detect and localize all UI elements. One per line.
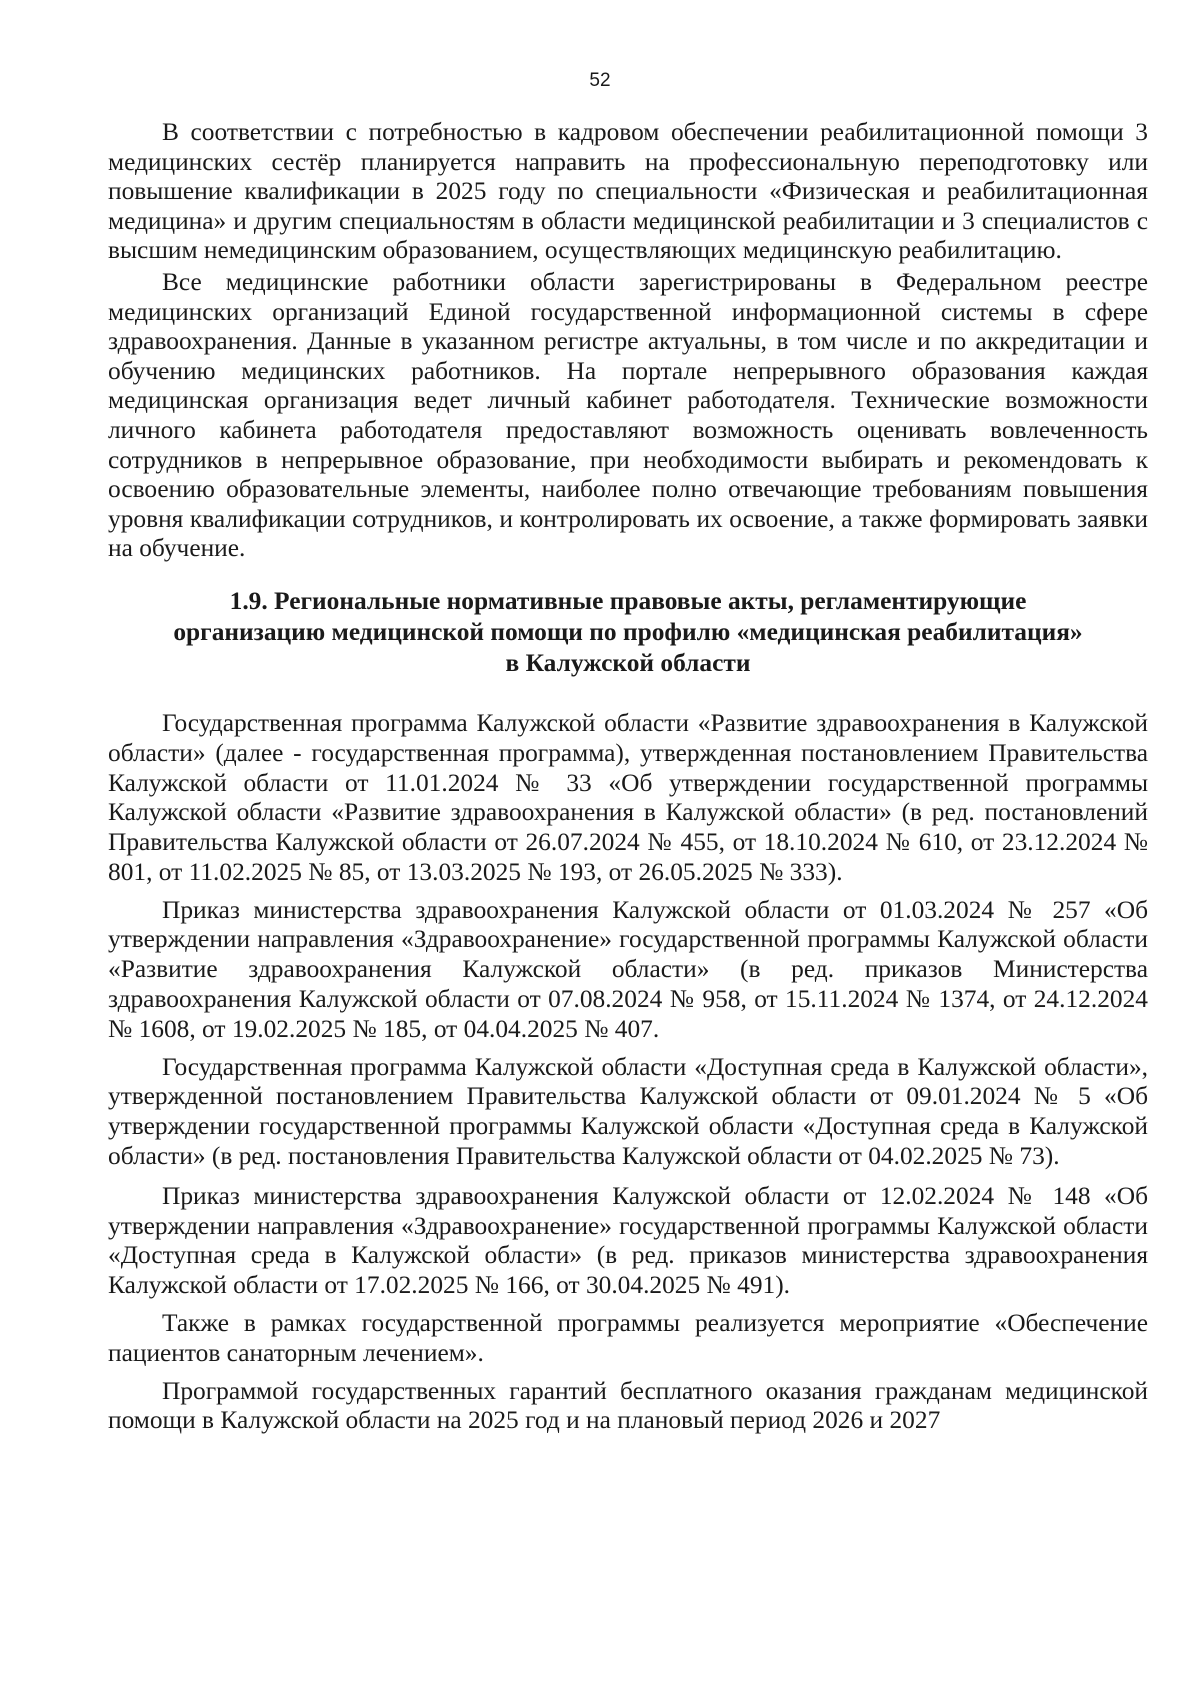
paragraph-state-program-accessible-env: Государственная программа Калужской области «Доступная среда в Калужской области», утвержденной постановлением Правительства Калужской области от 09.01.2024 № 5 «Об утверждении государственной программы Калужской области «Доступная среда в Калужской области» (в ред. постановления Правительства Калужской области от 04.02.2025 № 73). [108, 1052, 1148, 1171]
paragraph-rehab-staff-training: В соответствии с потребностью в кадровом обеспечении реабилитационной помощи 3 медицинских сестёр планируется направить на профессиональную переподготовку или повышение квалификации в 2025 году по специальности «Физическая и реабилитационная медицина» и другим специальностям в области медицинской реабилитации и 3 специалистов с высшим немедицинским образованием, осуществляющих медицинскую реабилитацию. [108, 118, 1148, 265]
section-heading-line: организацию медицинской помощи по профилю «медицинская реабилитация» [173, 617, 1083, 646]
section-heading-line: 1.9. Региональные нормативные правовые акты, регламентирующие [229, 586, 1027, 615]
paragraph-state-program-health: Государственная программа Калужской области «Развитие здравоохранения в Калужской области» (далее - государственная программа), утвержденная постановлением Правительства Калужской области от 11.01.2024 № 33 «Об утверждении государственной программы Калужской области «Развитие здравоохранения в Калужской области» (в ред. постановлений Правительства Калужской области от 26.07.2024 № 455, от 18.10.2024 № 610, от 23.12.2024 № 801, от 11.02.2025 № 85, от 13.03.2025 № 193, от 26.05.2025 № 333). [108, 708, 1148, 886]
paragraph-state-guarantees-program: Программой государственных гарантий бесплатного оказания гражданам медицинской помощи в Калужской области на 2025 год и на плановый период 2026 и 2027 [108, 1376, 1148, 1435]
page-number: 52 [589, 70, 611, 91]
document-body [108, 118, 1148, 1444]
section-heading [108, 586, 1148, 679]
section-body [108, 709, 1148, 1436]
section-heading-line: в Калужской области [505, 648, 751, 677]
paragraph-order-148: Приказ министерства здравоохранения Калужской области от 12.02.2024 № 148 «Об утверждении направления «Здравоохранение» государственной программы Калужской области «Доступная среда в Калужской области» (в ред. приказов министерства здравоохранения Калужской области от 17.02.2025 № 166, от 30.04.2025 № 491). [108, 1181, 1148, 1300]
paragraph-order-257: Приказ министерства здравоохранения Калужской области от 01.03.2024 № 257 «Об утверждении направления «Здравоохранение» государственной программы Калужской области «Развитие здравоохранения Калужской области» (в ред. приказов Министерства здравоохранения Калужской области от 07.08.2024 № 958, от 15.11.2024 № 1374, от 24.12.2024 № 1608, от 19.02.2025 № 185, от 04.04.2025 № 407. [108, 895, 1148, 1043]
paragraph-medical-workers-registry: Все медицинские работники области зарегистрированы в Федеральном реестре медицинских организаций Единой государственной информационной системы в сфере здравоохранения. Данные в указанном регистре актуальны, в том числе и по аккредитации и обучению медицинских работников. На портале непрерывного образования каждая медицинская организация ведет личный кабинет работодателя. Технические возможности личного кабинета работодателя предоставляют возможность оценивать вовлеченность сотрудников в непрерывное образование, при необходимости выбирать и рекомендовать к освоению образовательные элементы, наиболее полно отвечающие требованиям повышения уровня квалификации сотрудников, и контролировать их освоение, а также формировать заявки на обучение. [108, 267, 1148, 563]
paragraph-sanatorium-measure: Также в рамках государственной программы реализуется мероприятие «Обеспечение пациентов санаторным лечением». [108, 1309, 1148, 1367]
